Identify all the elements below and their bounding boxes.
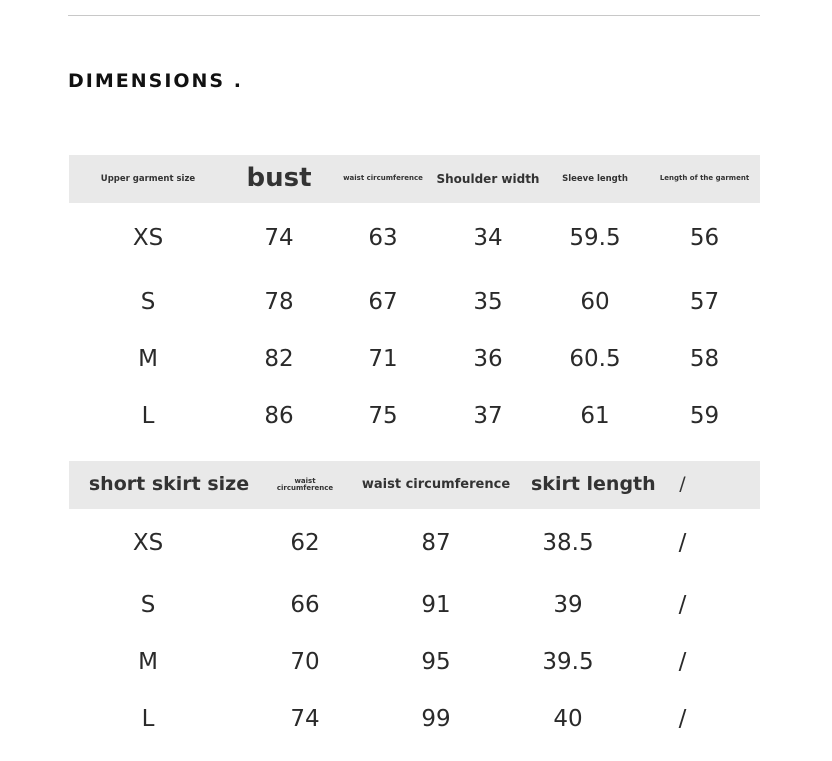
table-row (69, 576, 760, 633)
upper-header-shoulder: Shoulder width (436, 171, 540, 186)
table-row (69, 509, 760, 576)
table-cell: L (141, 402, 155, 429)
table-cell: 56 (689, 225, 720, 251)
table-cell: L (141, 705, 155, 732)
table-cell: 95 (421, 648, 451, 675)
table-row (69, 203, 760, 273)
table-cell: 82 (264, 345, 294, 372)
upper-header-sleeve: Sleeve length (562, 173, 628, 184)
table-cell: M (138, 345, 158, 372)
upper-garment-size-table (69, 155, 760, 444)
table-cell: XS (132, 225, 164, 251)
table-cell: / (678, 591, 687, 618)
table-row (69, 387, 760, 444)
table-cell: 60.5 (569, 345, 621, 372)
table-cell: 63 (368, 225, 398, 251)
table-cell: 39 (553, 591, 583, 618)
table-cell: 57 (689, 288, 720, 315)
table-cell: / (678, 705, 687, 732)
table-cell: M (138, 648, 158, 675)
top-divider (68, 15, 760, 16)
table-cell: 35 (473, 288, 503, 315)
table-row (69, 633, 760, 690)
skirt-header-slash: / (679, 473, 686, 496)
upper-header-bust: bust (246, 163, 312, 194)
skirt-header-waist: waist circumference (276, 476, 334, 492)
skirt-header-row (69, 461, 760, 509)
table-cell: 74 (264, 225, 294, 251)
table-cell: XS (132, 529, 164, 556)
table-row (69, 690, 760, 747)
table-cell: 91 (421, 591, 451, 618)
table-cell: 67 (368, 288, 398, 315)
table-cell: 61 (580, 402, 610, 429)
skirt-header-size: short skirt size (88, 473, 250, 496)
table-cell: / (678, 648, 687, 675)
table-cell: 36 (473, 345, 503, 372)
upper-header-length: Length of the garment (659, 174, 750, 183)
table-cell: S (140, 591, 156, 618)
table-cell: 38.5 (542, 529, 594, 556)
skirt-header-hip: waist circumference (361, 477, 511, 493)
page-title: DIMENSIONS . (68, 70, 243, 92)
table-cell: 60 (580, 288, 610, 315)
table-cell: 39.5 (542, 648, 594, 675)
table-cell: 40 (553, 705, 583, 732)
table-cell: 99 (421, 705, 451, 732)
table-cell: / (678, 529, 687, 556)
table-cell: 62 (290, 529, 320, 556)
table-cell: 58 (689, 345, 720, 372)
table-cell: 71 (368, 345, 398, 372)
table-cell: S (140, 288, 156, 315)
skirt-header-length: skirt length (531, 473, 656, 496)
table-cell: 74 (290, 705, 320, 732)
table-cell: 59.5 (569, 225, 621, 251)
table-cell: 37 (473, 402, 503, 429)
table-cell: 59 (689, 402, 720, 429)
table-cell: 34 (473, 225, 503, 251)
upper-header-waist: waist circumference (343, 174, 423, 183)
table-cell: 87 (421, 529, 451, 556)
table-cell: 86 (264, 402, 294, 429)
table-cell: 66 (290, 591, 320, 618)
upper-header-row (69, 155, 760, 203)
upper-header-size: Upper garment size (100, 173, 196, 184)
table-cell: 70 (290, 648, 320, 675)
table-row (69, 273, 760, 330)
table-row (69, 330, 760, 387)
short-skirt-size-table (69, 461, 760, 747)
table-cell: 75 (368, 402, 398, 429)
table-cell: 78 (264, 288, 294, 315)
